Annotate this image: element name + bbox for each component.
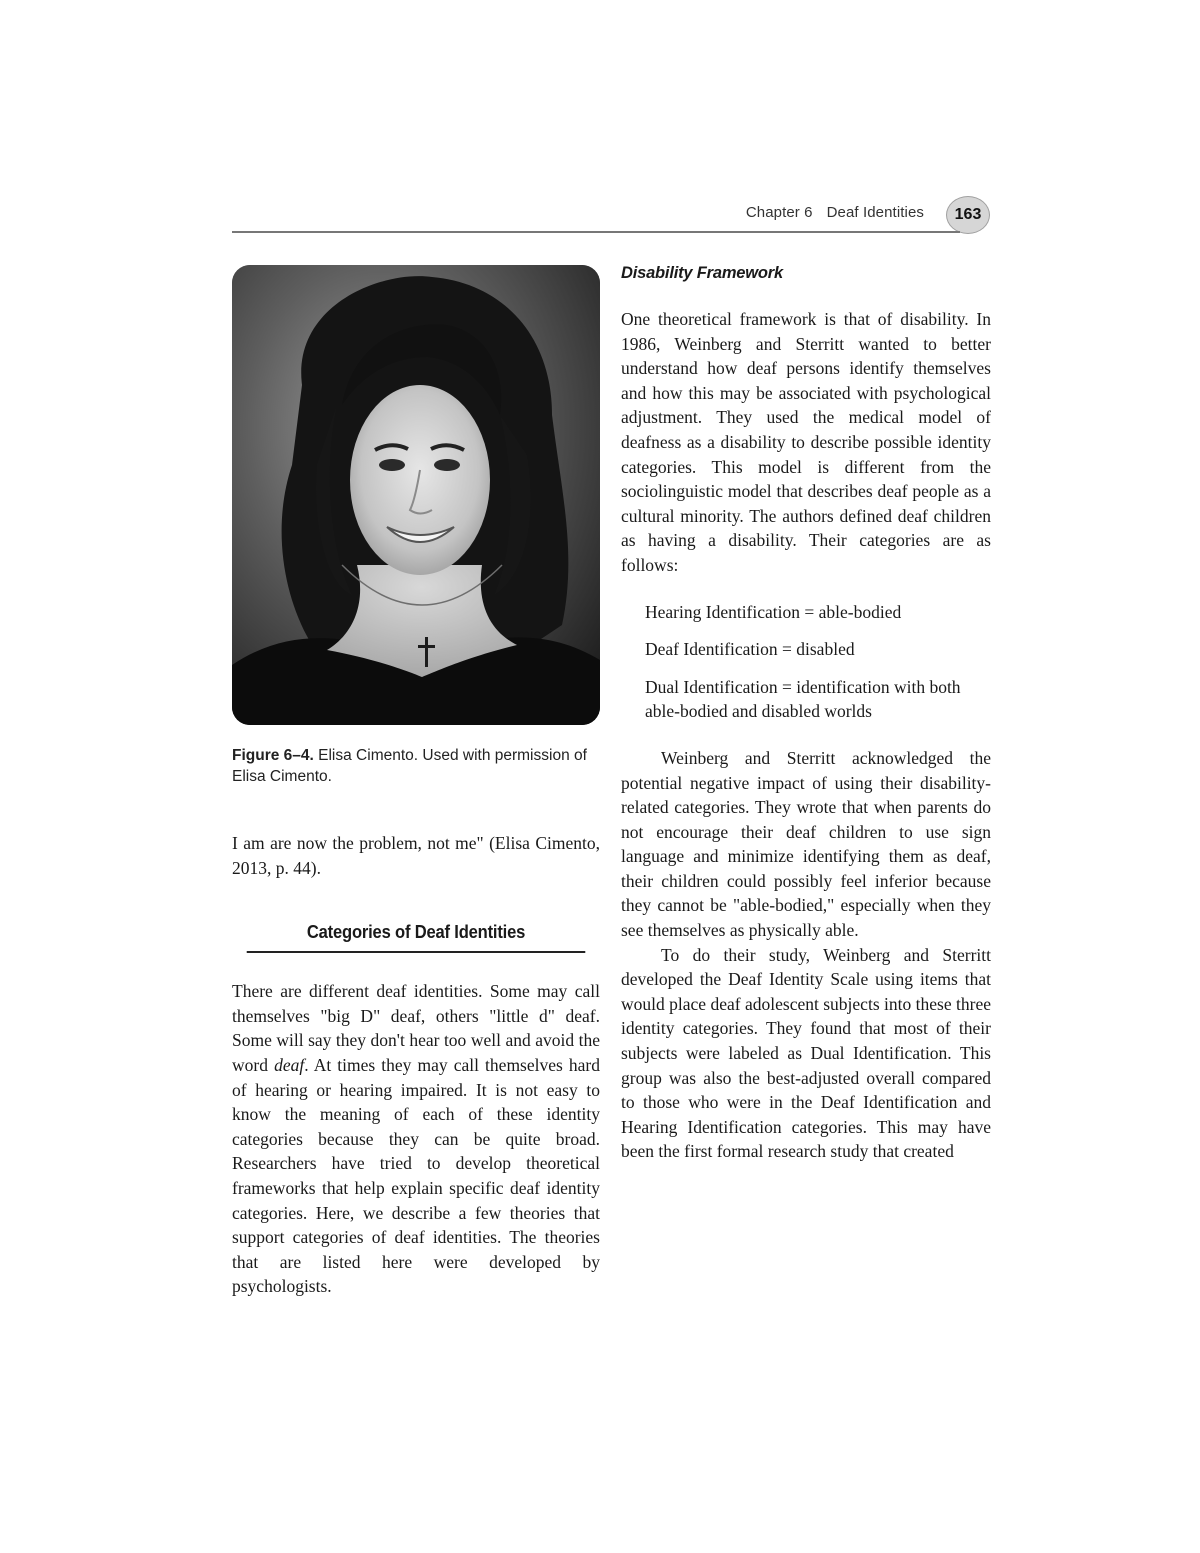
portrait-illustration: [232, 265, 600, 725]
subheading: Disability Framework: [621, 264, 783, 282]
figure-photo: [232, 265, 600, 725]
section-heading: Categories of Deaf Identities: [247, 922, 586, 953]
chapter-label: Chapter 6: [745, 204, 813, 221]
list-item: Hearing Identification = able-bodied: [645, 601, 902, 622]
right-column: [621, 264, 991, 1164]
header-rule: [232, 231, 960, 233]
figure-label: Figure 6–4.: [232, 747, 314, 764]
figure-caption-text: Elisa Cimento. Used with permission of Elisa Cimento.: [232, 747, 587, 785]
page-number-badge: 163: [946, 196, 990, 234]
continued-paragraph: I am are now the problem, not me" (Elisa Cimento, 2013, p. 44).: [232, 833, 600, 878]
list-item: Deaf Identification = disabled: [645, 639, 855, 660]
left-column: [232, 265, 600, 1299]
section-paragraph: [232, 979, 600, 1299]
list-item: Dual Identification = identification with both able-bodied and disabled worlds: [645, 676, 961, 722]
paragraph-2: Weinberg and Sterritt acknowledged the potential negative impact of using their disability-related categories. They wrote that when parents do not encourage their deaf children to use sign language and minimize identifying them as deaf, their children could possibly feel inferior because they cannot be "able-bodied," especially when they see themselves as physically able.: [621, 747, 991, 941]
running-header: [232, 196, 990, 236]
intro-paragraph: One theoretical framework is that of disability. In 1986, Weinberg and Sterritt wanted to better understand how deaf persons identify themselves and how this may be associated with psychological adjustment. They used the medical model of deafness as a disability to describe possible identity categories. This model is different from the sociolinguistic model that describes deaf people as a cultural minority. The authors defined deaf children as having a disability. Their categories are as follows:: [621, 309, 991, 575]
section-paragraph-part-2: . At times they may call themselves hard of hearing or hearing impaired. It is not easy to know the meaning of each of these identity categories because they can be quite broad. Researchers have tried to develop theoretical frameworks that help explain specific deaf identity categories. Here, we describe a few theories that support categories of deaf identities. The theories that are listed here were developed by psychologists.: [232, 1054, 600, 1297]
chapter-title: Deaf Identities: [826, 204, 924, 221]
section-paragraph-italic-word: deaf: [274, 1054, 305, 1075]
running-head-text: [746, 204, 924, 221]
paragraph-3: To do their study, Weinberg and Sterritt developed the Deaf Identity Scale using items that would place deaf adolescent subjects into these three identity categories. They found that most of their subjects were labeled as Dual Identification. This group was also the best-adjusted overall compared to those who were in the Deaf Identification and Hearing Identification categories. This may have been the first formal research study that created: [621, 944, 991, 1162]
section-paragraph-part-1: There are different deaf identities. Some may call themselves "big D" deaf, others "little d" deaf. Some will say they don't hear too well and avoid the word: [232, 981, 600, 1075]
figure-caption: [232, 745, 600, 787]
category-list: [645, 600, 991, 724]
